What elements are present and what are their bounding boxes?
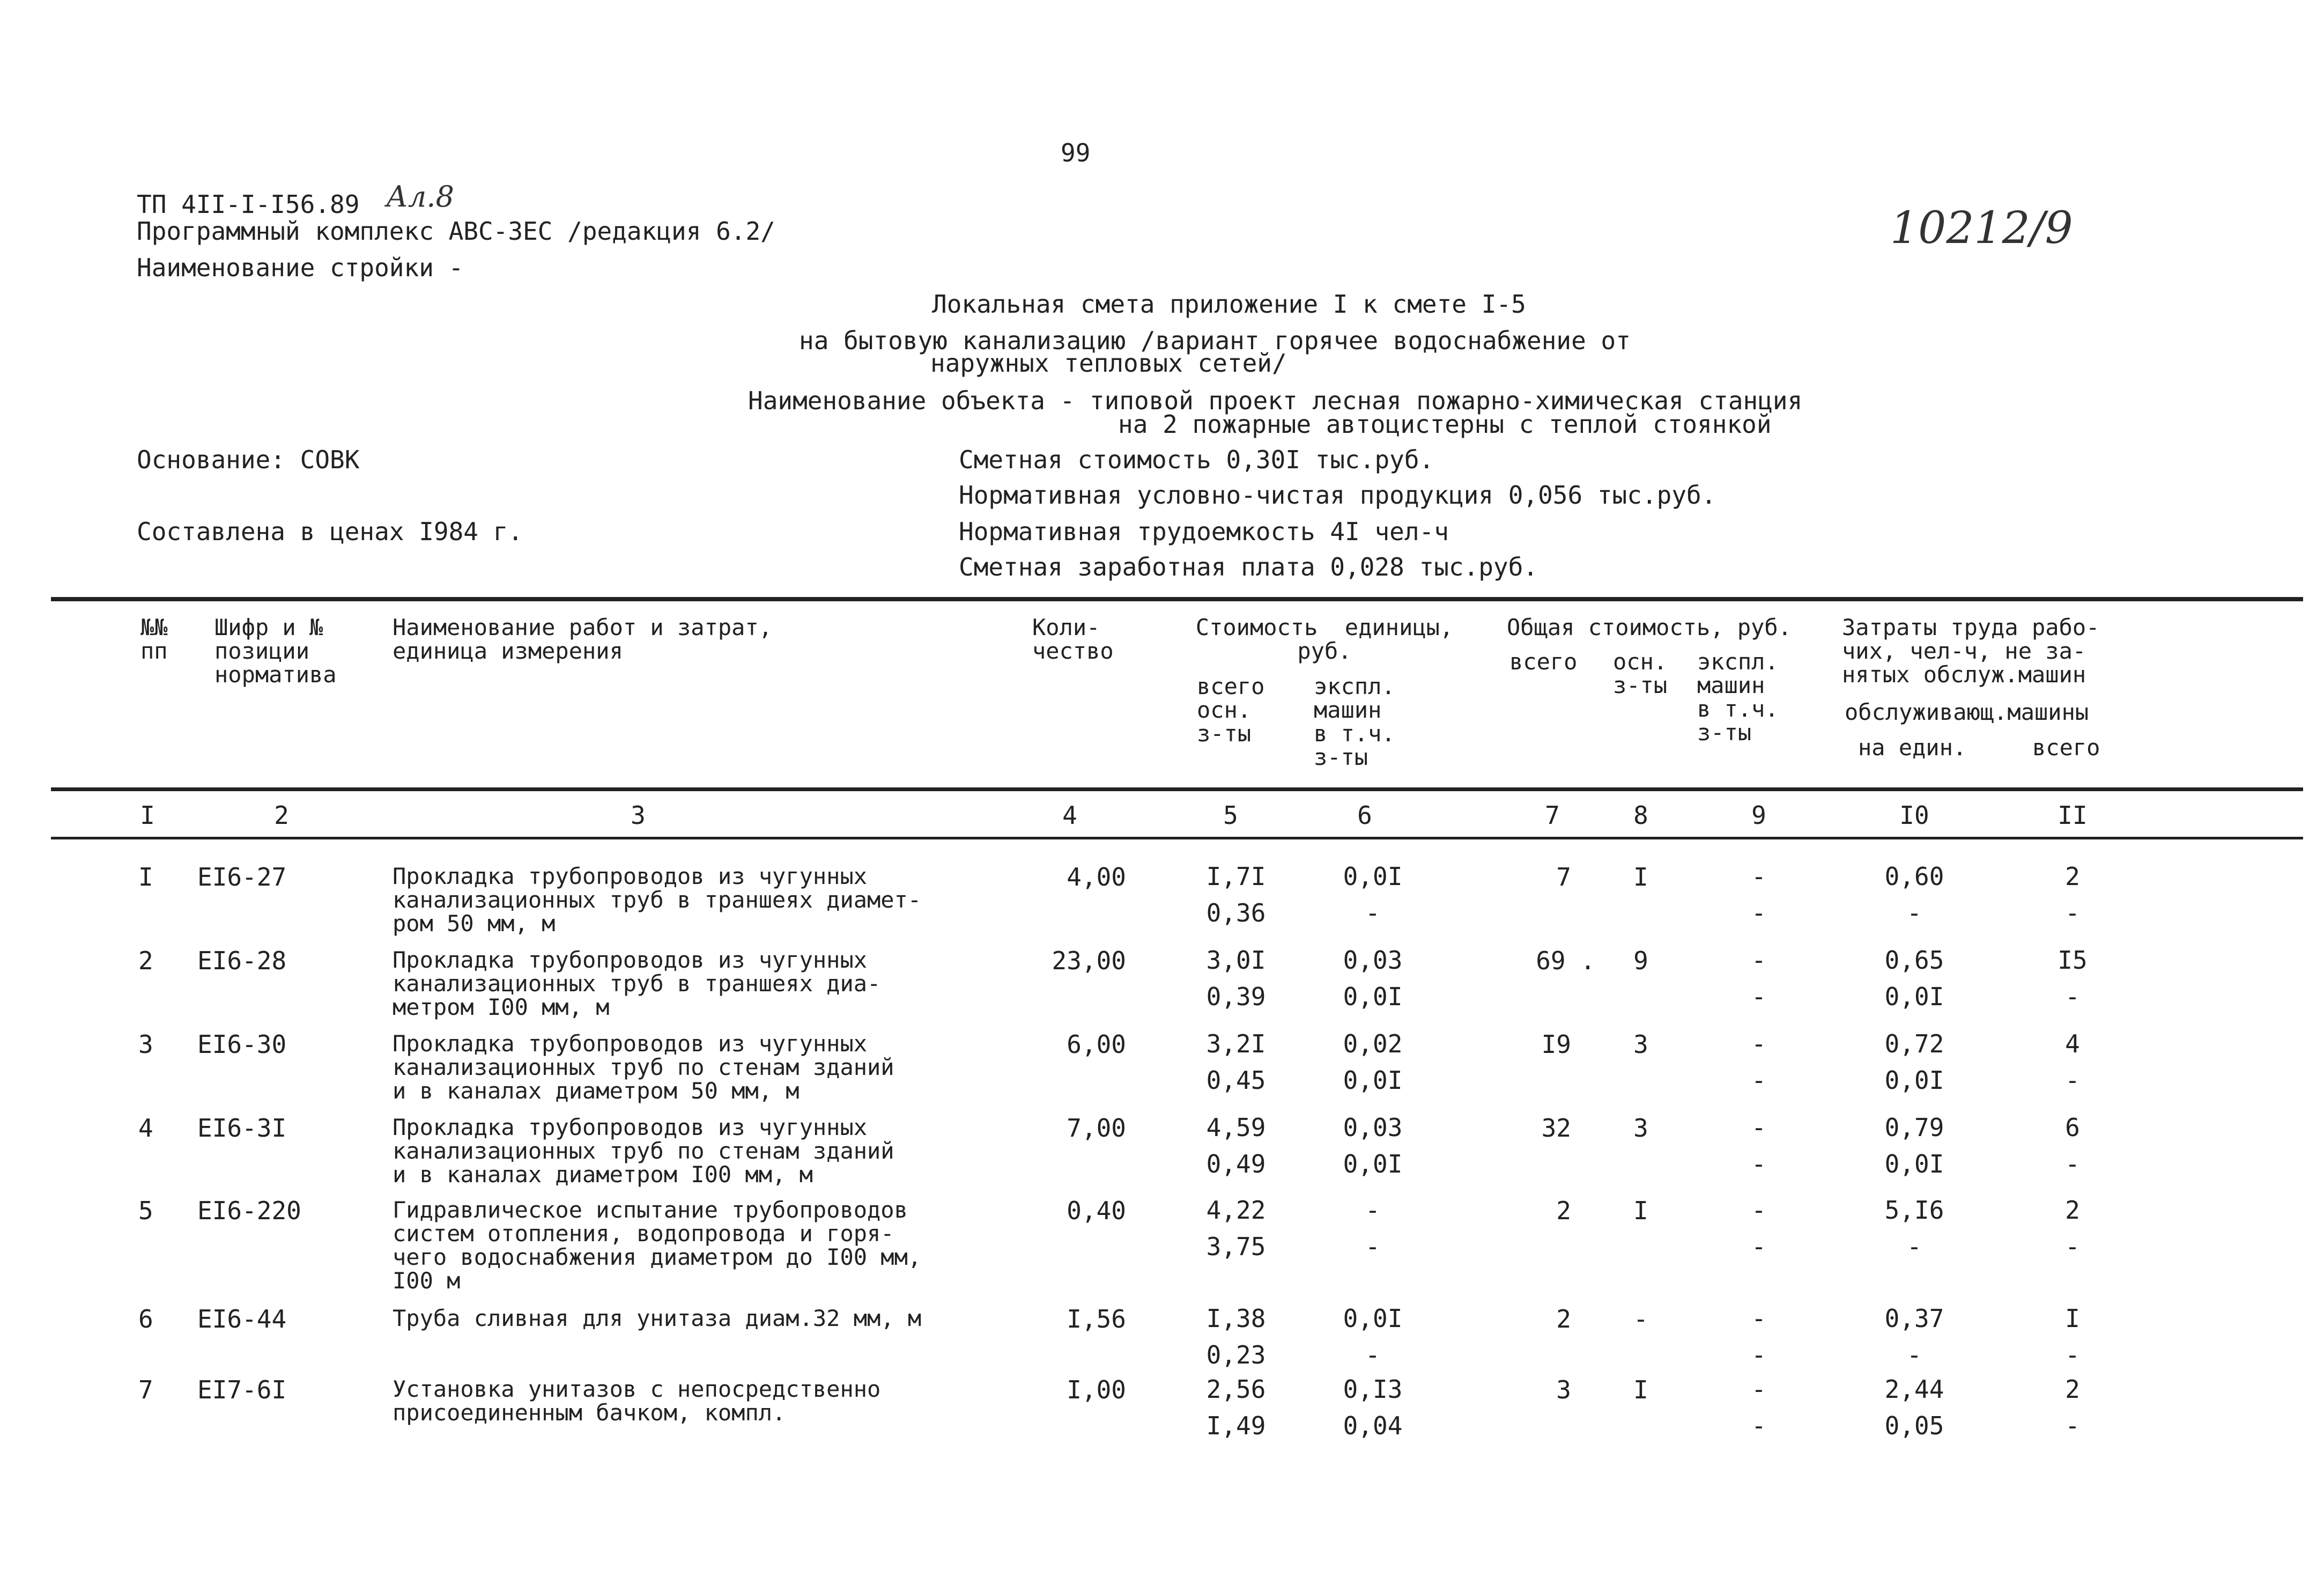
row-code: EI7-6I xyxy=(197,1375,287,1404)
header-name: Наименование работ и затрат, единица измерения xyxy=(393,614,773,664)
row-quantity: I,00 xyxy=(1067,1375,1126,1404)
page-number: 99 xyxy=(1061,138,1091,167)
row-col8: 9 xyxy=(1633,946,1648,975)
row-col6: 0,0I - xyxy=(1343,862,1403,927)
labor-intensity: Нормативная трудоемкость 4I чел-ч xyxy=(959,517,1449,546)
row-col10: 0,65 0,0I xyxy=(1884,946,1944,1011)
row-col9: - - xyxy=(1751,1113,1766,1178)
header-col11: всего xyxy=(2032,734,2100,761)
object-name-2: на 2 пожарные автоцистерны с теплой стоянкой xyxy=(1118,410,1772,439)
row-number: 4 xyxy=(138,1114,153,1143)
net-product: Нормативная условно-чистая продукция 0,056 тыс.руб. xyxy=(959,481,1716,510)
header-col7: всего xyxy=(1509,649,1578,675)
row-col9: - - xyxy=(1751,1304,1766,1369)
colnum-5: 5 xyxy=(1223,801,1238,830)
estimate-subtitle-2: наружных тепловых сетей/ xyxy=(930,349,1287,378)
colnum-7: 7 xyxy=(1545,801,1560,830)
row-col7: 2 xyxy=(1556,1305,1571,1333)
row-name: Прокладка трубопроводов из чугунных канализационных труб по стенам зданий и в каналах диаметром I00 мм, м xyxy=(393,1114,894,1188)
row-col11: 4 - xyxy=(2065,1029,2080,1095)
colnum-11: II xyxy=(2057,801,2088,830)
row-number: 6 xyxy=(138,1305,153,1333)
object-name-1: Наименование объекта - типовой проект лесная пожарно-химическая станция xyxy=(748,386,1803,415)
row-col9: - - xyxy=(1751,1029,1766,1095)
row-number: 2 xyxy=(138,946,153,975)
row-quantity: 23,00 xyxy=(1052,946,1126,975)
row-col5: I,38 0,23 xyxy=(1206,1304,1266,1369)
row-name: Установка унитазов с непосредственно присоединенным бачком, компл. xyxy=(393,1376,881,1426)
row-col8: 3 xyxy=(1633,1114,1648,1143)
header-code: Шифр и № позиции норматива xyxy=(214,614,337,688)
row-col11: 2 - xyxy=(2065,1375,2080,1440)
row-number: 3 xyxy=(138,1030,153,1059)
colnum-2: 2 xyxy=(274,801,289,830)
row-col7: 69 . xyxy=(1536,946,1595,975)
row-col5: 2,56 I,49 xyxy=(1206,1375,1266,1440)
column-numbers-rule xyxy=(51,837,2303,839)
row-col10: 0,79 0,0I xyxy=(1884,1113,1944,1178)
row-number: I xyxy=(138,863,153,891)
colnum-6: 6 xyxy=(1357,801,1372,830)
row-name: Прокладка трубопроводов из чугунных канализационных труб по стенам зданий и в каналах диаметром 50 мм, м xyxy=(393,1030,894,1104)
prices-year: Составлена в ценах I984 г. xyxy=(137,517,523,546)
row-code: EI6-28 xyxy=(197,946,287,975)
header-col6: экспл. машин в т.ч. з-ты xyxy=(1314,673,1395,770)
wages: Сметная заработная плата 0,028 тыс.руб. xyxy=(959,552,1538,581)
row-col9: - - xyxy=(1751,946,1766,1011)
estimate-subtitle-1: на бытовую канализацию /вариант горячее водоснабжение от xyxy=(799,326,1631,355)
header-col9: экспл. машин в т.ч. з-ты xyxy=(1697,649,1779,746)
row-col10: 2,44 0,05 xyxy=(1884,1375,1944,1440)
row-col11: I5 - xyxy=(2057,946,2088,1011)
colnum-3: 3 xyxy=(631,801,646,830)
row-code: EI6-30 xyxy=(197,1030,287,1059)
row-quantity: 7,00 xyxy=(1067,1114,1126,1143)
colnum-8: 8 xyxy=(1633,801,1648,830)
header-col8: осн. з-ты xyxy=(1613,649,1668,698)
header-bottom-rule xyxy=(51,787,2303,791)
row-col6: 0,I3 0,04 xyxy=(1343,1375,1403,1440)
row-col10: 0,60 - xyxy=(1884,862,1944,927)
row-col8: - xyxy=(1633,1305,1648,1333)
row-col5: 3,2I 0,45 xyxy=(1206,1029,1266,1095)
construction-name: Наименование стройки - xyxy=(137,253,464,282)
header-labor: Затраты труда рабо- чих, чел-ч, не за- нятых обслуж.машин xyxy=(1842,614,2100,688)
row-number: 5 xyxy=(138,1196,153,1225)
row-col6: 0,02 0,0I xyxy=(1343,1029,1403,1095)
row-number: 7 xyxy=(138,1375,153,1404)
basis: Основание: СОВК xyxy=(137,445,360,474)
row-col5: 4,22 3,75 xyxy=(1206,1196,1266,1261)
row-name: Прокладка трубопроводов из чугунных канализационных труб в траншеях диа- метром I00 мм, м xyxy=(393,947,881,1020)
row-col6: 0,03 0,0I xyxy=(1343,946,1403,1011)
row-col11: I - xyxy=(2065,1304,2080,1369)
row-code: EI6-220 xyxy=(197,1196,301,1225)
header-col5: всего осн. з-ты xyxy=(1197,673,1265,747)
row-quantity: I,56 xyxy=(1067,1305,1126,1333)
row-name: Труба сливная для унитаза диам.32 мм, м xyxy=(393,1305,922,1331)
row-col8: I xyxy=(1633,863,1648,891)
colnum-10: I0 xyxy=(1899,801,1929,830)
row-col9: - - xyxy=(1751,862,1766,927)
colnum-1: I xyxy=(140,801,155,830)
estimate-title: Локальная смета приложение I к смете I-5 xyxy=(932,290,1526,319)
row-quantity: 6,00 xyxy=(1067,1030,1126,1059)
row-col7: 7 xyxy=(1556,863,1571,891)
row-col10: 0,37 - xyxy=(1884,1304,1944,1369)
row-col11: 2 - xyxy=(2065,1196,2080,1261)
handwritten-number: 10212/9 xyxy=(1890,203,2073,254)
row-col6: 0,03 0,0I xyxy=(1343,1113,1403,1178)
row-col9: - - xyxy=(1751,1196,1766,1261)
header-labor-machines: обслуживающ.машины xyxy=(1845,699,2089,725)
row-col6: 0,0I - xyxy=(1343,1304,1403,1369)
doc-code: ТП 4II-I-I56.89 xyxy=(137,190,360,219)
software-line: Программный комплекс АВС-3ЕС /редакция 6.2/ xyxy=(137,217,775,246)
row-code: EI6-27 xyxy=(197,863,287,891)
row-col10: 0,72 0,0I xyxy=(1884,1029,1944,1095)
row-col7: 2 xyxy=(1556,1196,1571,1225)
row-code: EI6-3I xyxy=(197,1114,287,1143)
table-top-rule xyxy=(51,597,2303,601)
row-col7: 3 xyxy=(1556,1375,1571,1404)
row-col8: I xyxy=(1633,1375,1648,1404)
header-row-number: №№ пп xyxy=(140,614,168,664)
row-quantity: 0,40 xyxy=(1067,1196,1126,1225)
row-name: Гидравлическое испытание трубопроводов систем отопления, водопровода и горя- чего водоснабжения диаметром до I00 мм, I00 м xyxy=(393,1197,922,1294)
header-total-cost: Общая стоимость, руб. xyxy=(1507,614,1792,640)
header-quantity: Коли- чество xyxy=(1032,614,1114,664)
row-col5: 4,59 0,49 xyxy=(1206,1113,1266,1178)
row-col5: 3,0I 0,39 xyxy=(1206,946,1266,1011)
row-col7: I9 xyxy=(1541,1030,1571,1059)
colnum-4: 4 xyxy=(1062,801,1077,830)
row-col8: 3 xyxy=(1633,1030,1648,1059)
handwritten-album: Ал.8 xyxy=(386,180,454,213)
row-name: Прокладка трубопроводов из чугунных канализационных труб в траншеях диамет- ром 50 мм, м xyxy=(393,863,922,937)
row-col6: - - xyxy=(1365,1196,1380,1261)
row-col11: 2 - xyxy=(2065,862,2080,927)
row-quantity: 4,00 xyxy=(1067,863,1126,891)
row-col10: 5,I6 - xyxy=(1884,1196,1944,1261)
row-code: EI6-44 xyxy=(197,1305,287,1333)
row-col7: 32 xyxy=(1541,1114,1571,1143)
estimated-cost: Сметная стоимость 0,30I тыс.руб. xyxy=(959,445,1434,474)
row-col9: - - xyxy=(1751,1375,1766,1440)
colnum-9: 9 xyxy=(1751,801,1766,830)
row-col11: 6 - xyxy=(2065,1113,2080,1178)
row-col8: I xyxy=(1633,1196,1648,1225)
row-col5: I,7I 0,36 xyxy=(1206,862,1266,927)
header-unit-cost: Стоимость единицы, руб. xyxy=(1195,614,1454,664)
header-col10: на един. xyxy=(1858,734,1967,761)
